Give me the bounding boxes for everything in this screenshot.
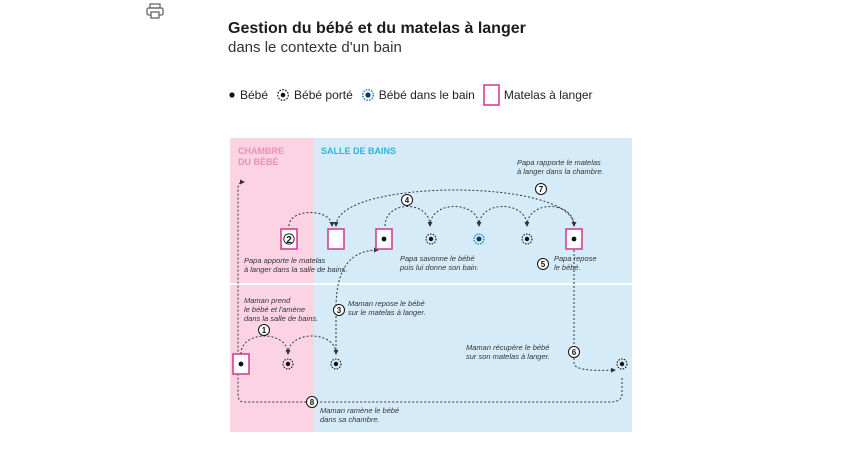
arrow-step-7 — [336, 190, 574, 226]
note-step-3: Maman repose le bébé sur le matelas à langer. — [348, 299, 426, 317]
legend-bath-label: Bébé dans le bain — [378, 88, 475, 102]
legend-mat — [483, 84, 593, 106]
step-1-marker — [259, 325, 270, 336]
arrow-step-8 — [238, 182, 622, 402]
step-3-number: 3 — [336, 306, 342, 315]
baby-on-mat-2 — [572, 237, 577, 242]
legend-baby — [228, 88, 268, 102]
note-step-2: Papa apporte le matelas à langer dans la salle de bains. — [244, 256, 348, 274]
bath-baby-icon — [361, 88, 375, 102]
note-step-1: Maman prend le bébé et l'amène dans la salle de bains. — [244, 296, 319, 323]
diagram-board — [230, 138, 632, 432]
mat-bathroom — [328, 229, 344, 249]
carried-baby-icon — [276, 88, 290, 102]
arrow-step-1a — [241, 336, 288, 354]
bath-baby — [474, 234, 484, 244]
note-step-4: Papa savonne le bébé puis lui donne son bain. — [400, 254, 479, 272]
baby-dot-icon — [228, 91, 236, 99]
step-1-number: 1 — [261, 326, 267, 335]
step-4-marker — [402, 195, 413, 206]
carried-baby-5 — [617, 359, 627, 369]
bedroom-label: CHAMBRE DU BÉBÉ — [238, 146, 284, 167]
step-8-marker — [307, 397, 318, 408]
arrow-step-4d — [527, 207, 574, 227]
legend-baby-label: Bébé — [240, 88, 269, 102]
legend-carried-label: Bébé porté — [294, 88, 353, 102]
legend-mat-label: Matelas à langer — [503, 88, 593, 102]
legend-bath — [361, 88, 475, 102]
carried-baby-2 — [522, 234, 532, 244]
legend-carried — [276, 88, 353, 102]
note-step-5: Papa repose le bébé. — [554, 254, 597, 272]
step-7-number: 7 — [538, 185, 544, 194]
step-6-marker — [569, 347, 580, 358]
step-8-number: 8 — [309, 398, 315, 407]
arrow-step-4c — [479, 207, 527, 227]
step-5-number: 5 — [540, 260, 546, 269]
baby-on-mat-bedroom — [239, 362, 244, 367]
changing-mat-icon — [483, 84, 500, 106]
step-3-marker — [334, 305, 345, 316]
carried-baby-4 — [331, 359, 341, 369]
flow-diagram — [230, 138, 632, 432]
diagram-title: Gestion du bébé et du matelas à langer — [228, 20, 526, 37]
note-step-8: Maman ramène le bébé dans sa chambre. — [320, 406, 400, 424]
step-5-marker — [538, 259, 549, 270]
arrow-step-1b — [288, 336, 336, 354]
carried-baby-3 — [283, 359, 293, 369]
step-4-number: 4 — [404, 196, 410, 205]
step-2-number: 2 — [286, 235, 292, 246]
step-7-marker — [536, 184, 547, 195]
arrow-step-4a — [385, 207, 430, 227]
diagram-subtitle: dans le contexte d'un bain — [228, 39, 402, 56]
print-icon[interactable] — [146, 3, 164, 19]
arrow-step-4b — [430, 207, 479, 227]
baby-on-mat-1 — [382, 237, 387, 242]
bathroom-label: SALLE DE BAINS — [321, 146, 397, 156]
note-step-7: Papa rapporte le matelas à langer dans la chambre. — [517, 158, 604, 176]
step-6-number: 6 — [571, 348, 577, 357]
note-step-6: Maman récupère le bébé sur son matelas à langer. — [466, 343, 550, 361]
carried-baby-1 — [426, 234, 436, 244]
arrow-step-2 — [289, 213, 332, 227]
legend — [228, 84, 601, 106]
